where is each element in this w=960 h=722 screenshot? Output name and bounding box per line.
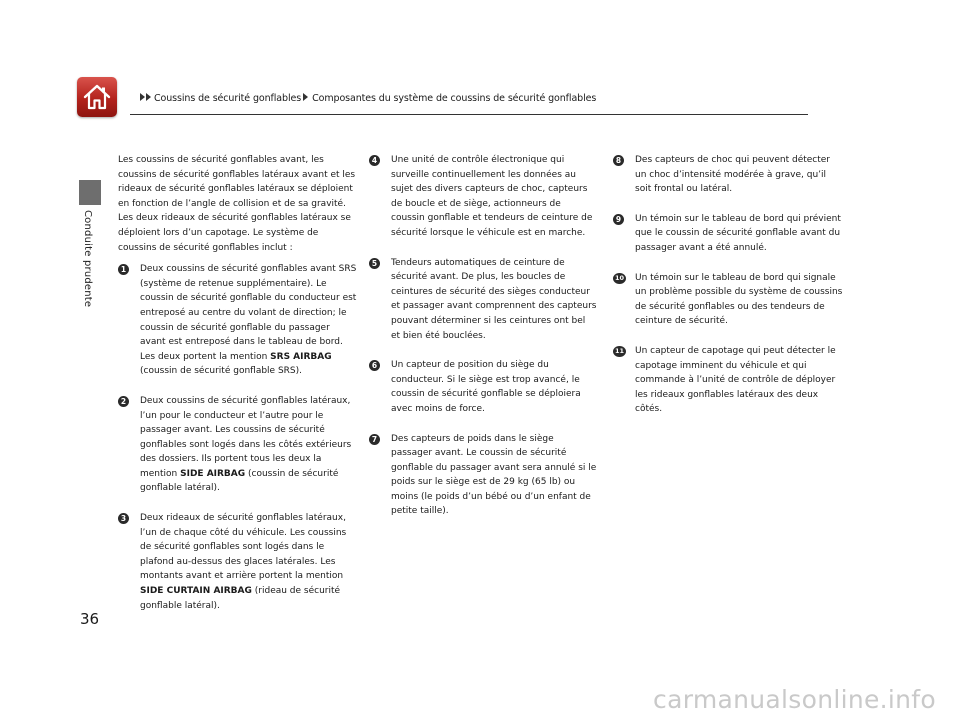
item-text: Une unité de contrôle électronique qui surveille continuellement les données au sujet des divers capteurs de choc, capteurs de boucle et de siège, actionneurs de coussin gonflable et tendeurs de ceinture de sécurité lorsque le véhicule est en marche. [391,155,593,238]
item-text: Un témoin sur le tableau de bord qui prévient que le coussin de sécurité gonflable avant du passager avant a été annulé. [635,213,841,253]
item-text: Un capteur de capotage qui peut détecter le capotage imminent du véhicule et qui commande à l’unité de contrôle de déployer les rideaux gonflables latéraux des deux côtés. [635,345,836,415]
breadcrumb-subsection: Composantes du système de coussins de sécurité gonflables [312,93,597,104]
list-item [613,271,843,329]
list-item [369,256,597,344]
list-item [613,344,843,417]
item-number-badge: 9 [613,214,624,225]
breadcrumb-section-link[interactable]: Coussins de sécurité gonflables [154,93,302,104]
item-number-badge: 6 [369,360,380,371]
item-text: Des capteurs de choc qui peuvent détecter un choc d’intensité modérée à grave, qu’il soit frontal ou latéral. [635,155,831,195]
home-button[interactable] [77,77,117,117]
header-divider [130,114,808,115]
breadcrumb-arrow-icon [303,93,308,101]
item-number-badge: 10 [614,273,625,282]
page-number: 36 [80,610,100,628]
item-number-badge: 7 [369,434,380,445]
watermark: carmanualsonline.info [653,685,936,714]
sidebar-tab-marker[interactable] [79,180,101,205]
list-item [369,358,597,416]
breadcrumb [140,93,596,104]
item-number-badge: 8 [613,155,624,166]
list-item [369,432,597,520]
item-text: Deux coussins de sécurité gonflables avant SRS (système de retenue supplémentaire). Le coussin de sécurité gonflable du conducteur est entreposé au centre du volant de direction; le coussin de sécurité gonflable du passager avant est entreposé dans le tableau de bord. Les deux portent la mention SRS AIRBAG (coussin de sécurité gonflable SRS). [140,264,357,377]
list-item [613,212,843,256]
item-number-badge: 5 [369,258,380,269]
home-icon [83,83,111,111]
item-number-badge: 4 [369,155,380,166]
item-text: Un capteur de position du siège du conducteur. Si le siège est trop avancé, le coussin de sécurité gonflable se déploiera avec moins de force. [391,360,581,414]
list-item [118,262,358,379]
item-text: Un témoin sur le tableau de bord qui signale un problème possible du système de coussins de sécurité gonflables ou des tendeurs de ceinture de sécurité. [635,272,843,327]
list-item [613,153,843,197]
content-column-2 [369,153,597,534]
chapter-label: Conduite prudente [82,210,93,308]
item-number-badge: 11 [614,346,625,355]
item-number-badge: 1 [118,264,129,275]
item-number-badge: 3 [118,513,129,524]
list-item [118,394,358,496]
item-text: Tendeurs automatiques de ceinture de sécurité avant. De plus, les boucles de ceintures de sécurité des sièges conducteur et passager avant comprennent des capteurs pouvant déterminer si les ceintures ont bel et bien été bouclées. [391,257,597,341]
item-number-badge: 2 [118,396,129,407]
intro-paragraph: Les coussins de sécurité gonflables avant, les coussins de sécurité gonflables latéraux avant et les rideaux de sécurité gonflables latéraux se déploient en fonction de l’angle de collision et de sa gravité. Les deux rideaux de sécurité gonflables latéraux se déploient lors d’un capotage. Le système de coussins de sécurité gonflables inclut : [118,155,356,253]
list-item [118,511,358,613]
item-text: Des capteurs de poids dans le siège passager avant. Le coussin de sécurité gonflable du passager avant sera annulé si le poids sur le siège est de 29 kg (65 lb) ou moins (le poids d’un bébé ou d’un enfant de petite taille). [391,433,597,517]
list-item [369,153,597,241]
content-column-3 [613,153,843,432]
item-text: Deux rideaux de sécurité gonflables latéraux, l’un de chaque côté du véhicule. Les coussins de sécurité gonflables sont logés dans le plafond au-dessus des glaces latérales. Les montants avant et arrière portent la mention SIDE CURTAIN AIRBAG (rideau de sécurité gonflable latéral). [140,513,347,611]
breadcrumb-arrow-icon [140,93,145,101]
breadcrumb-arrow-icon [146,93,151,101]
item-text: Deux coussins de sécurité gonflables latéraux, l’un pour le conducteur et l’autre pour le passager avant. Les coussins de sécurité gonflables sont logés dans les côtés extérieurs des dossiers. Ils portent tous les deux la mention SIDE AIRBAG (coussin de sécurité gonflable latéral). [140,395,352,494]
content-column-1 [118,153,358,628]
